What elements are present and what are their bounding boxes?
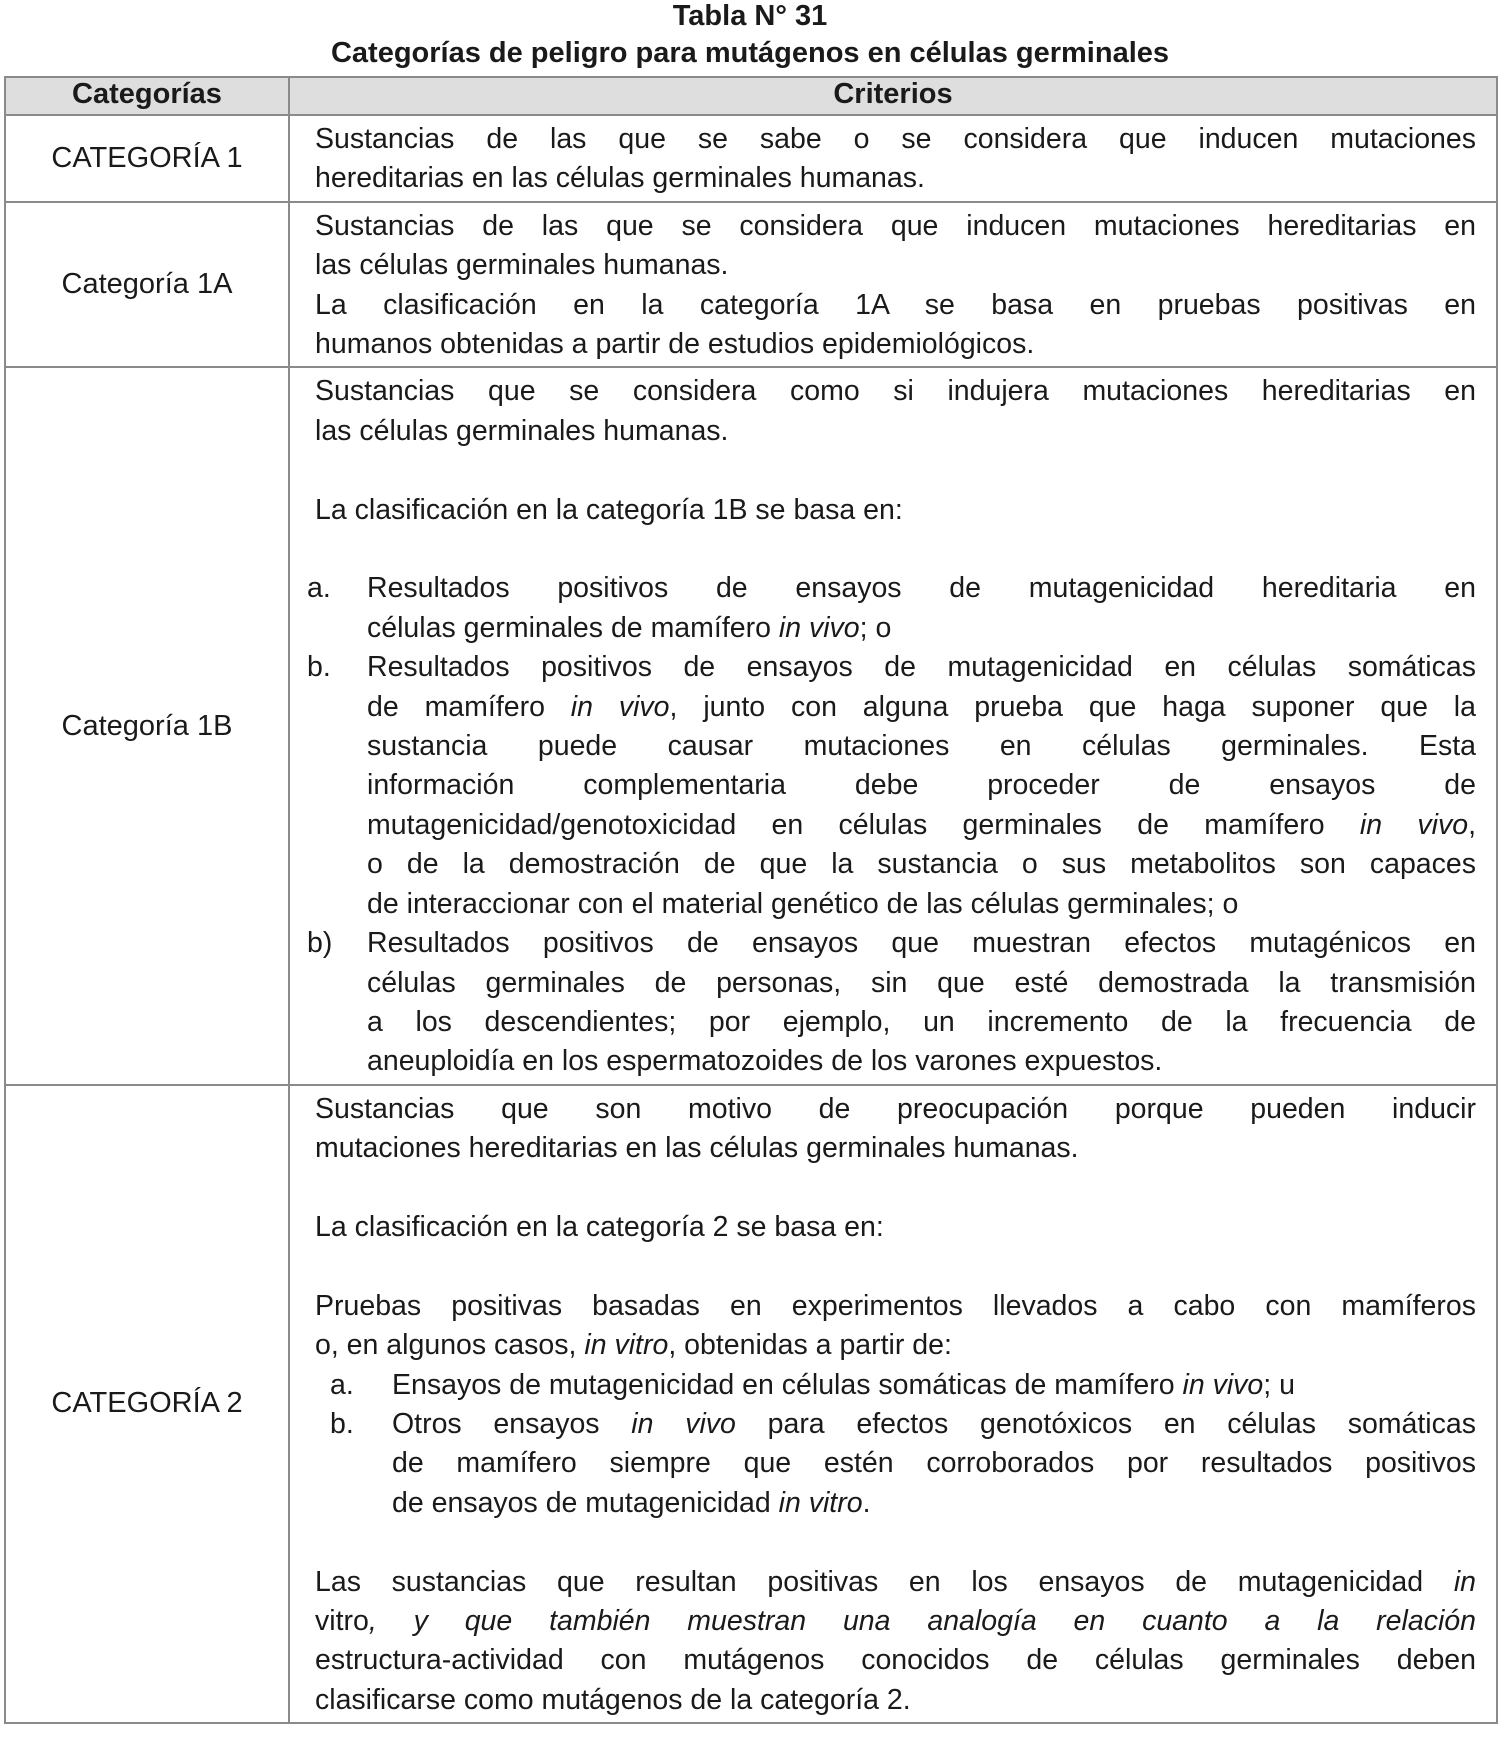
- text-line: [367, 1042, 1476, 1081]
- text-segment: clasificarse como mutágenos de la categoría 2.: [315, 1683, 911, 1716]
- criteria-paragraph: [315, 1563, 1476, 1721]
- text-segment: o, en algunos casos,: [315, 1329, 585, 1362]
- list-item: [307, 569, 1476, 648]
- text-line: [367, 688, 1476, 727]
- text-line: [367, 766, 1476, 805]
- text-line: [367, 569, 1476, 608]
- text-segment: a los descendientes; por ejemplo, un incremento de la frecuencia de: [367, 1005, 1476, 1038]
- text-segment: células germinales de mamífero: [367, 611, 779, 644]
- text-segment: Sustancias que son motivo de preocupación porque pueden inducir: [315, 1092, 1476, 1125]
- italic-term: in vivo: [1359, 808, 1469, 841]
- text-segment: Sustancias que se considera como si indujera mutaciones hereditarias en: [315, 375, 1476, 408]
- criteria-cell: [289, 367, 1497, 1084]
- text-segment: Sustancias de las que se sabe o se considera que inducen mutaciones: [315, 123, 1476, 155]
- header-row: [5, 77, 1497, 115]
- text-line: [315, 1129, 1476, 1168]
- text-segment: , obtenidas a partir de:: [668, 1329, 952, 1362]
- text-line: [367, 1003, 1476, 1042]
- category-cell: CATEGORÍA 2: [5, 1085, 289, 1723]
- text-segment: aneuploidía en los espermatozoides de los varones expuestos.: [367, 1045, 1163, 1078]
- criteria-paragraph: [315, 120, 1476, 199]
- text-line: [315, 1681, 1476, 1720]
- criteria-paragraph: [315, 1090, 1476, 1169]
- text-segment: mutaciones hereditarias en las células germinales humanas.: [315, 1132, 1079, 1165]
- category-cell: Categoría 1A: [5, 202, 289, 368]
- text-segment: humanos obtenidas a partir de estudios epidemiológicos.: [315, 328, 1035, 361]
- list-item-text: [392, 1366, 1476, 1405]
- header-categories: Categorías: [5, 77, 289, 115]
- spacer: [315, 451, 1476, 490]
- text-line: [315, 1563, 1476, 1602]
- text-line: [392, 1366, 1476, 1405]
- header-criteria: Criterios: [289, 77, 1497, 115]
- list-item: [307, 924, 1476, 1082]
- table-row: [5, 202, 1497, 368]
- text-segment: para efectos genotóxicos en células somáticas: [735, 1407, 1476, 1440]
- text-segment: las células germinales humanas.: [315, 414, 729, 447]
- spacer: [315, 1169, 1476, 1208]
- text-line: [367, 648, 1476, 687]
- list-marker: a.: [307, 572, 331, 605]
- table-row: [5, 367, 1497, 1084]
- italic-term: in vivo: [631, 1407, 736, 1440]
- text-segment: Sustancias de las que se considera que inducen mutaciones hereditarias en: [315, 209, 1476, 242]
- text-line: [315, 1602, 1476, 1641]
- text-segment: .: [862, 1486, 871, 1519]
- text-line: [315, 372, 1476, 411]
- text-line: [315, 1641, 1476, 1680]
- text-line: [315, 1287, 1476, 1326]
- text-segment: o de la demostración de que la sustancia o sus metabolitos son capaces: [367, 848, 1476, 881]
- list-item-text: [367, 648, 1476, 924]
- list-item-text: [367, 924, 1476, 1082]
- text-segment: ; o: [859, 611, 892, 644]
- text-line: [315, 246, 1476, 285]
- text-segment: sustancia puede causar mutaciones en células germinales. Esta: [367, 730, 1476, 763]
- text-segment: La clasificación en la categoría 2 se basa en:: [315, 1210, 884, 1243]
- criteria-paragraph: [315, 207, 1476, 286]
- text-line: [315, 120, 1476, 159]
- text-segment: las células germinales humanas.: [315, 249, 729, 282]
- text-segment: ; u: [1263, 1368, 1295, 1401]
- hazard-categories-table: [4, 76, 1498, 1724]
- text-segment: Ensayos de mutagenicidad en células somáticas de mamífero: [392, 1368, 1183, 1401]
- text-segment: de ensayos de mutagenicidad: [392, 1486, 779, 1519]
- text-line: [315, 1326, 1476, 1365]
- list-item: [315, 1366, 1476, 1405]
- text-line: [367, 885, 1476, 924]
- italic-term: in vitro: [778, 1486, 863, 1519]
- list-item: [307, 648, 1476, 924]
- text-segment: de interaccionar con el material genético de las células germinales; o: [367, 887, 1239, 920]
- criteria-cell: [289, 115, 1497, 202]
- text-segment: de mamífero: [367, 690, 571, 723]
- text-line: [315, 207, 1476, 246]
- italic-term: in vivo: [778, 611, 860, 644]
- list-item-text: [367, 569, 1476, 648]
- list-marker: a.: [330, 1368, 354, 1401]
- list-item-text: [392, 1405, 1476, 1523]
- category-cell: Categoría 1B: [5, 367, 289, 1084]
- text-segment: de mamífero siempre que estén corroborados por resultados positivos: [392, 1447, 1476, 1480]
- text-segment: Las sustancias que resultan positivas en los ensayos de mutagenicidad: [315, 1565, 1454, 1598]
- criteria-paragraph: [315, 372, 1476, 451]
- text-line: [392, 1484, 1476, 1523]
- text-line: [315, 325, 1476, 364]
- text-line: [392, 1405, 1476, 1444]
- text-segment: vitro: [315, 1604, 369, 1637]
- italic-term: in vivo: [570, 690, 670, 723]
- category-cell: CATEGORÍA 1: [5, 115, 289, 202]
- spacer: [315, 1247, 1476, 1286]
- italic-term: in: [1453, 1565, 1476, 1598]
- criteria-paragraph: [315, 1287, 1476, 1366]
- text-segment: Otros ensayos: [392, 1407, 632, 1440]
- list-item: [315, 1405, 1476, 1523]
- text-line: [367, 845, 1476, 884]
- text-line: [315, 1090, 1476, 1129]
- text-line: [367, 609, 1476, 648]
- criteria-paragraph: [315, 491, 1476, 530]
- text-line: [315, 412, 1476, 451]
- table-row: [5, 115, 1497, 202]
- spacer: [315, 1523, 1476, 1562]
- text-line: [367, 924, 1476, 963]
- italic-term: in vivo: [1182, 1368, 1264, 1401]
- text-segment: Resultados positivos de ensayos de mutagenicidad en células somáticas: [367, 651, 1476, 684]
- text-line: [315, 286, 1476, 325]
- criteria-cell: [289, 202, 1497, 368]
- table-subtitle: Categorías de peligro para mutágenos en células germinales: [330, 37, 1170, 69]
- text-segment: La clasificación en la categoría 1B se basa en:: [315, 493, 903, 526]
- table-row: [5, 1085, 1497, 1723]
- text-segment: ,: [1468, 808, 1476, 841]
- text-segment: Resultados positivos de ensayos que muestran efectos mutagénicos en: [367, 927, 1476, 960]
- text-segment: , junto con alguna prueba que haga suponer que la: [669, 690, 1476, 723]
- list-marker: b.: [307, 651, 331, 684]
- text-line: [367, 806, 1476, 845]
- spacer: [315, 530, 1476, 569]
- text-segment: La clasificación en la categoría 1A se basa en pruebas positivas en: [315, 288, 1476, 321]
- criteria-paragraph: [315, 286, 1476, 365]
- text-segment: mutagenicidad/genotoxicidad en células germinales de mamífero: [367, 808, 1360, 841]
- text-line: [367, 727, 1476, 766]
- text-segment: células germinales de personas, sin que esté demostrada la transmisión: [367, 966, 1476, 999]
- criteria-cell: [289, 1085, 1497, 1723]
- text-line: [392, 1444, 1476, 1483]
- criteria-paragraph: [315, 1208, 1476, 1247]
- list-marker: b.: [330, 1407, 354, 1440]
- text-segment: estructura-actividad con mutágenos conocidos de células germinales deben: [315, 1644, 1476, 1677]
- italic-term: in vitro: [584, 1329, 669, 1362]
- text-segment: Resultados positivos de ensayos de mutagenicidad hereditaria en: [367, 572, 1476, 605]
- text-line: [315, 491, 1476, 530]
- table-title: Tabla N° 31: [672, 0, 828, 32]
- text-segment: hereditarias en las células germinales humanas.: [315, 162, 925, 195]
- list-marker: b): [307, 927, 333, 960]
- text-segment: información complementaria debe proceder de ensayos de: [367, 769, 1476, 802]
- text-segment: Pruebas positivas basadas en experimentos llevados a cabo con mamíferos: [315, 1289, 1476, 1322]
- text-line: [315, 159, 1476, 198]
- text-line: [315, 1208, 1476, 1247]
- italic-term: , y que también muestran una analogía en cuanto a la relación: [368, 1604, 1476, 1637]
- text-line: [367, 964, 1476, 1003]
